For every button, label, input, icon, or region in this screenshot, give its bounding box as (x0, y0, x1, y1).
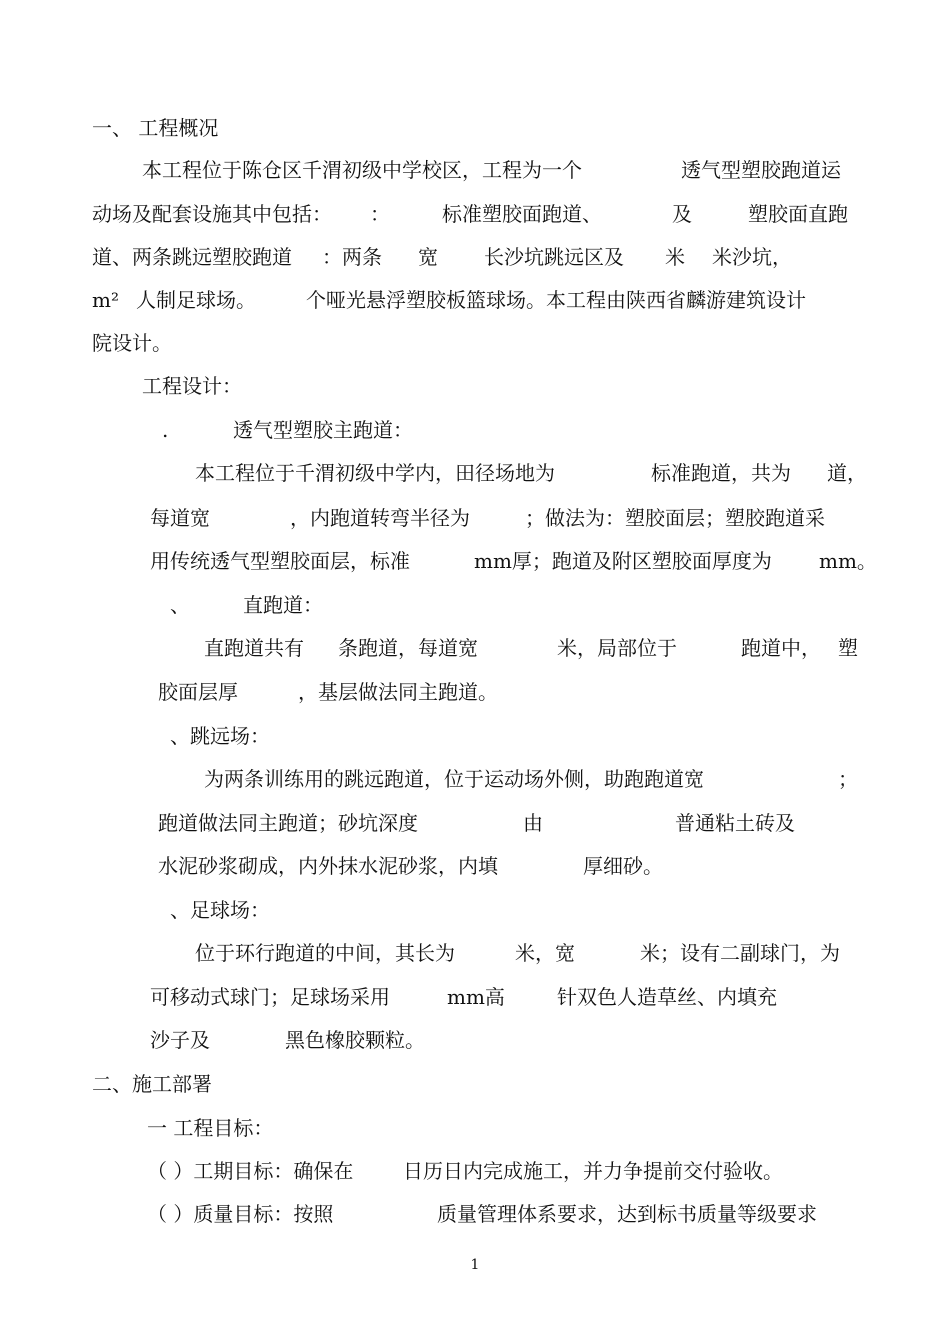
straight-line-1e: 塑 (838, 636, 858, 660)
straight-line-2a: 胶面层厚 (158, 680, 238, 704)
football-line-3a: 沙子及 (150, 1028, 210, 1052)
overview-line-4a: m² (92, 288, 119, 312)
overview-line-2b: ： (370, 202, 390, 226)
overview-line-2e: 塑胶面直跑 (748, 202, 848, 226)
straight-heading-mark: 、 (170, 593, 190, 617)
goals-line-1a: （ ）工期目标：确保在 (147, 1159, 354, 1183)
main-track-heading-dot: . (162, 418, 169, 442)
goals-line-1b: 日历日内完成施工，并力争提前交付验收。 (403, 1159, 783, 1183)
overview-line-2d: 及 (672, 202, 692, 226)
jump-line-3b: 厚细砂。 (583, 854, 663, 878)
jump-line-2b: 由 (523, 811, 543, 835)
main-track-line-1a: 本工程位于千渭初级中学内，田径场地为 (195, 461, 555, 485)
straight-line-1b: 条跑道，每道宽 (338, 636, 478, 660)
overview-line-3b: ：两条 (322, 245, 382, 269)
main-track-line-2b: ，内跑道转弯半径为 (290, 506, 470, 530)
main-track-line-1b: 标准跑道，共为 (651, 461, 791, 485)
main-track-line-1c: 道， (827, 461, 867, 485)
section-1-title: 一、 工程概况 (92, 116, 219, 140)
football-line-1c: 米；设有二副球门，为 (640, 941, 840, 965)
straight-line-1a: 直跑道共有 (204, 636, 304, 660)
overview-line-4b: 人制足球场。 (136, 288, 256, 312)
football-heading: 、足球场： (170, 898, 270, 922)
main-track-line-3b: mm厚；跑道及附区塑胶面厚度为 (474, 549, 772, 573)
goals-line-2b: 质量管理体系要求，达到标书质量等级要求 (437, 1202, 817, 1226)
overview-line-1: 本工程位于陈仓区千渭初级中学校区，工程为一个 (142, 158, 582, 182)
main-track-line-2a: 每道宽 (150, 506, 210, 530)
main-track-heading: 透气型塑胶主跑道： (233, 418, 413, 442)
football-line-2b: mm高 (447, 985, 505, 1009)
football-line-2a: 可移动式球门；足球场采用 (150, 985, 390, 1009)
straight-line-2b: ，基层做法同主跑道。 (298, 680, 498, 704)
overview-line-4c: 个哑光悬浮塑胶板篮球场。本工程由陕西省麟游建筑设计 (306, 288, 806, 312)
overview-line-3c: 宽 (418, 245, 438, 269)
main-track-line-3c: mm。 (819, 549, 877, 573)
straight-heading: 直跑道： (243, 593, 323, 617)
jump-line-2a: 跑道做法同主跑道；砂坑深度 (158, 811, 418, 835)
overview-line-2c: 标准塑胶面跑道、 (442, 202, 602, 226)
overview-line-3d: 长沙坑跳远区及 (484, 245, 624, 269)
straight-line-1d: 跑道中， (741, 636, 821, 660)
overview-line-1-end: 透气型塑胶跑道运 (681, 158, 841, 182)
overview-line-3a: 道、两条跳远塑胶跑道 (92, 245, 292, 269)
section-2-title: 二、施工部署 (92, 1072, 212, 1096)
overview-line-3f: 米沙坑， (712, 245, 792, 269)
overview-line-3e: 米 (665, 245, 685, 269)
football-line-1b: 米，宽 (515, 941, 575, 965)
jump-line-1a: 为两条训练用的跳远跑道，位于运动场外侧，助跑跑道宽 (204, 767, 704, 791)
football-line-1a: 位于环行跑道的中间，其长为 (195, 941, 455, 965)
overview-line-2a: 动场及配套设施其中包括： (92, 202, 332, 226)
page-number: 1 (470, 1257, 480, 1273)
goals-line-2a: （ ）质量目标：按照 (147, 1202, 334, 1226)
football-line-3b: 黑色橡胶颗粒。 (285, 1028, 425, 1052)
jump-line-3a: 水泥砂浆砌成，内外抹水泥砂浆，内填 (158, 854, 498, 878)
design-title: 工程设计： (142, 374, 242, 398)
football-line-2c: 针双色人造草丝、内填充 (557, 985, 777, 1009)
overview-line-5: 院设计。 (92, 331, 172, 355)
main-track-line-3a: 用传统透气型塑胶面层，标准 (150, 549, 410, 573)
jump-heading: 、跳远场： (170, 724, 270, 748)
jump-line-1b: ； (838, 767, 858, 791)
jump-line-2c: 普通粘土砖及 (675, 811, 795, 835)
main-track-line-2c: ；做法为：塑胶面层；塑胶跑道采 (525, 506, 825, 530)
goals-heading: 一 工程目标： (147, 1116, 274, 1140)
straight-line-1c: 米，局部位于 (557, 636, 677, 660)
